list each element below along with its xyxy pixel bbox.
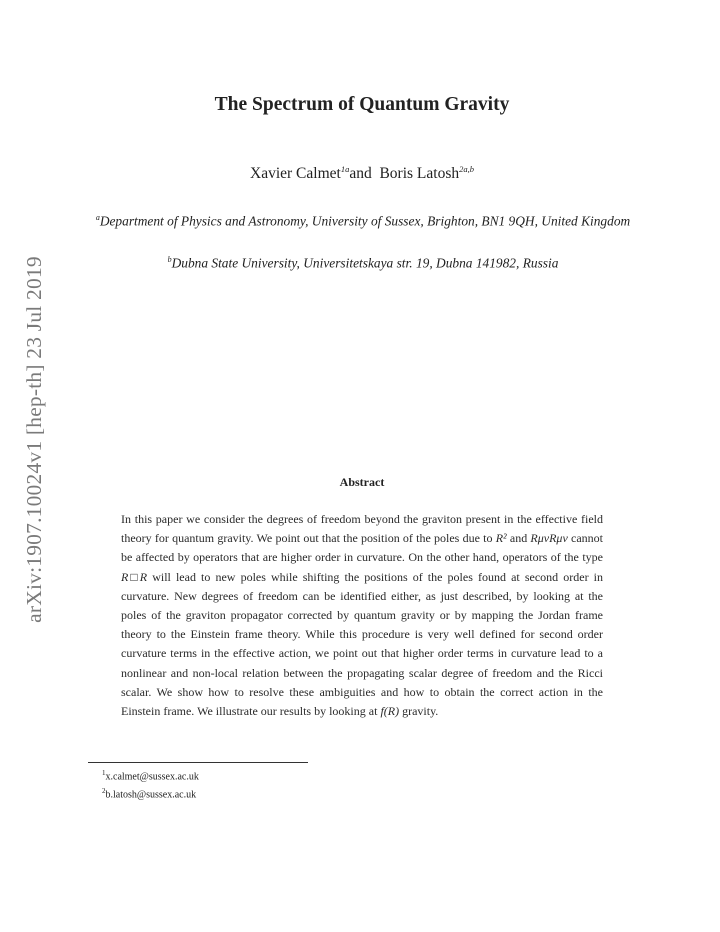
affiliation-text: Department of Physics and Astronomy, University of Sussex, Brighton, BN1 9QH, United Kingdom bbox=[99, 213, 631, 229]
footnote-mark: 2 bbox=[102, 787, 106, 796]
abstract-body bbox=[121, 510, 603, 721]
author-name: Xavier Calmet bbox=[250, 165, 341, 183]
affiliation-b bbox=[88, 250, 638, 273]
abstract-text: and bbox=[506, 531, 531, 546]
arxiv-stamp-text: arXiv:1907.10024v1 [hep-th] 23 Jul 2019 bbox=[21, 255, 46, 623]
author-name: Boris Latosh bbox=[379, 165, 460, 183]
affiliation-mark: b bbox=[167, 255, 172, 264]
abstract-text: In this paper we consider the degrees of freedom beyond the graviton present in the effective field theory for quantum gravity. We point out that the position of the poles due to bbox=[121, 512, 603, 546]
abstract-text: gravity. bbox=[399, 704, 439, 719]
author-line bbox=[0, 164, 720, 183]
arxiv-identifier-stamp bbox=[18, 235, 50, 643]
footnote-rule bbox=[88, 762, 308, 763]
paper-title: The Spectrum of Quantum Gravity bbox=[214, 94, 510, 115]
affiliation-mark: a bbox=[95, 213, 100, 222]
affiliation-a bbox=[88, 208, 638, 231]
author-joiner: and bbox=[349, 165, 372, 183]
footnote bbox=[102, 784, 199, 802]
abstract-text: cannot be affected by operators that are higher order in curvature. On the other hand, operators of the type bbox=[121, 531, 603, 565]
footnote-email: b.latosh@sussex.ac.uk bbox=[105, 789, 197, 801]
abstract-text: will lead to new poles while shifting the positions of the poles found at second order in curvature. New degrees of freedom can be identified either, as just described, by looking at the poles of the graviton propagator corrected by quantum gravity or by mapping the Jordan frame theory to the Einstein frame theory. While this procedure is very well defined for second order curvature terms in the effective action, we point out that higher order terms in curvature lead to a nonlinear and non-local relation between the propagating scalar degree of freedom and the Ricci scalar. We show how to resolve these ambiguities and how to obtain the correct action in the Einstein frame. We illustrate our results by looking at bbox=[121, 569, 603, 719]
math-expression: R□R bbox=[121, 569, 148, 584]
math-expression: f(R) bbox=[380, 704, 400, 719]
footnotes bbox=[102, 766, 199, 803]
footnote-email: x.calmet@sussex.ac.uk bbox=[105, 771, 199, 783]
author-marks: 2a,b bbox=[459, 164, 474, 174]
math-expression: RμνRμν bbox=[530, 531, 568, 546]
affiliation-text: Dubna State University, Universitetskaya str. 19, Dubna 141982, Russia bbox=[171, 255, 559, 271]
author-marks: 1a bbox=[340, 164, 350, 174]
math-expression: R² bbox=[495, 531, 507, 546]
abstract-heading: Abstract bbox=[339, 475, 385, 489]
footnote-mark: 1 bbox=[102, 769, 106, 777]
footnote bbox=[102, 766, 199, 784]
